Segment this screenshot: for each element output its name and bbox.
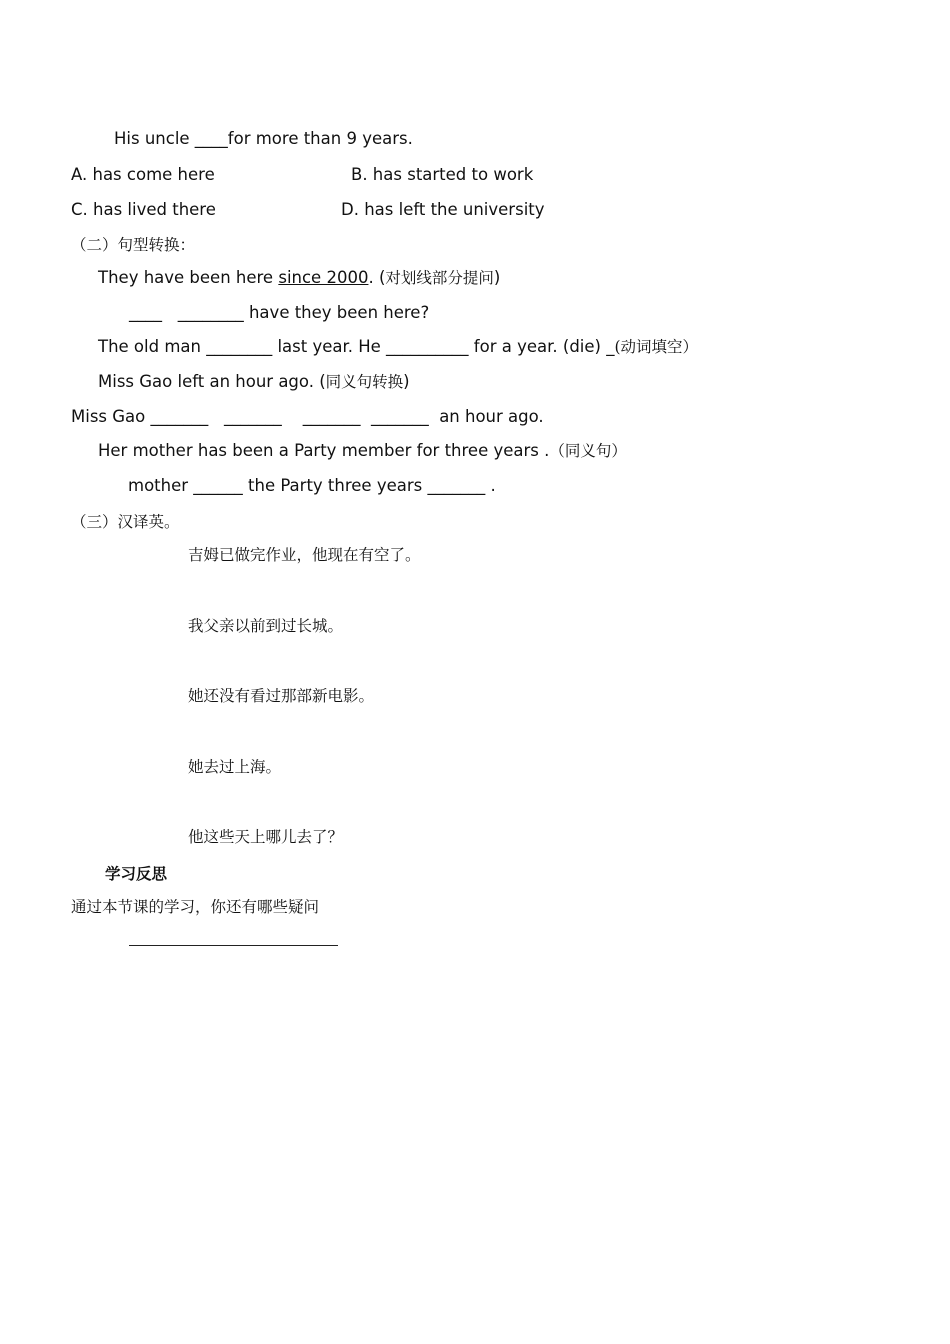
transform-q4 xyxy=(98,441,627,461)
transform-q2 xyxy=(98,337,698,357)
translate-item: 我父亲以前到过长城。 xyxy=(188,617,344,635)
reflection-answer-line xyxy=(129,945,338,946)
section-2-heading: （二）句型转换： xyxy=(71,236,196,254)
mc-option-a: A. has come here xyxy=(71,165,215,184)
q1-note: 对划线部分提问 xyxy=(385,269,494,287)
q3-note: 同义句转换 xyxy=(325,373,404,391)
q3-end: ) xyxy=(403,372,410,391)
q1-mid: . ( xyxy=(368,268,386,287)
transform-q1 xyxy=(98,268,500,288)
q1-underlined: since 2000 xyxy=(278,268,369,287)
translate-item: 她还没有看过那部新电影。 xyxy=(188,687,375,705)
section-3-heading: （三）汉译英。 xyxy=(71,513,180,531)
q1-end: ) xyxy=(493,268,501,287)
mc-option-d: D. has left the university xyxy=(341,200,545,219)
translate-item: 吉姆已做完作业，他现在有空了。 xyxy=(188,546,421,564)
translate-item: 她去过上海。 xyxy=(188,758,282,776)
translate-item: 他这些天上哪儿去了？ xyxy=(188,828,344,846)
mc-stem: His uncle ____for more than 9 years. xyxy=(114,129,413,148)
reflection-prompt: 通过本节课的学习，你还有哪些疑问 xyxy=(71,898,320,916)
q4-note: （同义句） xyxy=(549,442,627,460)
transform-q4-answer: mother ______ the Party three years _______ . xyxy=(128,476,496,495)
mc-option-b: B. has started to work xyxy=(351,165,534,184)
q3-pre: Miss Gao left an hour ago. ( xyxy=(98,372,326,391)
mc-option-c: C. has lived there xyxy=(71,200,216,219)
q4-pre: Her mother has been a Party member for three years . xyxy=(98,441,550,460)
transform-q3-answer: Miss Gao _______ _______ _______ _______ an hour ago. xyxy=(71,407,544,426)
q1-pre: They have been here xyxy=(98,268,279,287)
q2-note: (动词填空） xyxy=(614,338,699,356)
transform-q3 xyxy=(98,372,410,392)
transform-q1-answer: ____ ________ have they been here? xyxy=(129,303,430,322)
reflection-title: 学习反思 xyxy=(105,864,168,883)
q2-text: The old man ________ last year. He __________ for a year. (die) _ xyxy=(98,337,615,356)
